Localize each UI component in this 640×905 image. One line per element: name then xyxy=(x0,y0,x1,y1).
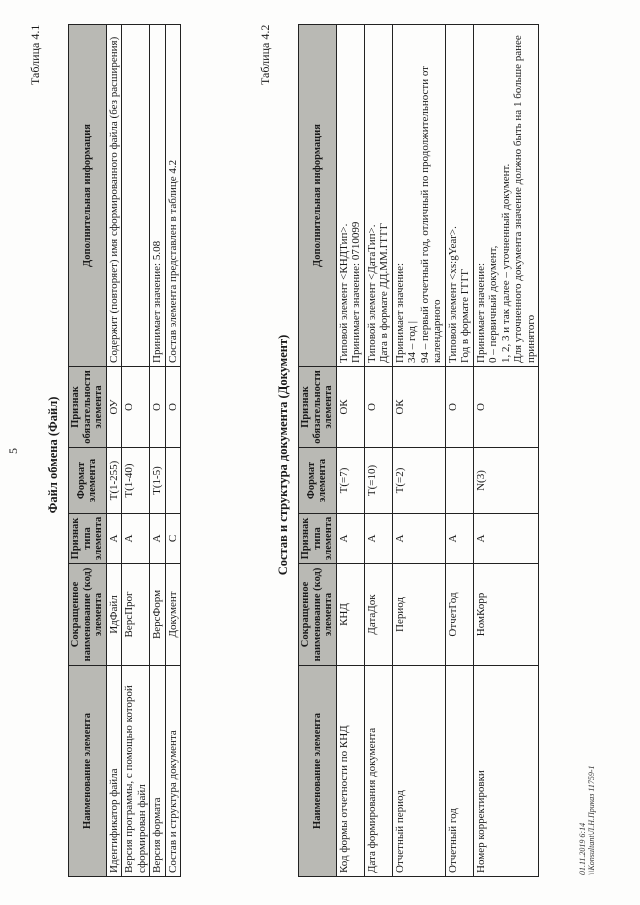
header-element-code: Сокращенное наименование (код) элемента xyxy=(299,564,337,666)
header-additional-info: Дополнительная информация xyxy=(69,25,107,367)
cell-element-name: Идентификатор файла xyxy=(106,666,122,877)
cell-element-required: О xyxy=(122,367,150,448)
info-line: Дата в формате ДД.ММ.ГГГГ xyxy=(378,222,390,363)
header-element-format: Формат элемента xyxy=(299,448,337,514)
cell-element-type: А xyxy=(106,514,122,564)
cell-element-name: Состав и структура документа xyxy=(165,666,181,877)
cell-element-name: Отчетный период xyxy=(392,666,445,877)
cell-element-code: ВерсФорм xyxy=(150,564,166,666)
cell-element-format xyxy=(445,448,473,514)
footer-note-line: \\Konsultant\Л.Н.Приказ 11759-1 xyxy=(587,765,596,875)
table-4-2-title: Состав и структура документа (Документ) xyxy=(276,334,290,576)
info-line: Принимает значение: 0710099 xyxy=(350,221,362,363)
header-element-type: Признак типа элемента xyxy=(299,514,337,564)
header-element-code: Сокращенное наименование (код) элемента xyxy=(69,564,107,666)
cell-element-type: А xyxy=(364,514,392,564)
cell-element-format: Т(=7) xyxy=(336,448,364,514)
info-line: Принимает значение: xyxy=(474,262,487,363)
table-4-1-title: Файл обмена (Файл) xyxy=(46,396,60,514)
cell-element-type: А xyxy=(473,514,539,564)
cell-additional-info xyxy=(392,25,445,367)
table-row xyxy=(122,25,150,877)
info-line: Принимает значение: xyxy=(393,262,406,363)
document-structure-table xyxy=(298,24,539,877)
header-element-required: Признак обязательности элемента xyxy=(69,367,107,448)
cell-element-type: С xyxy=(165,514,181,564)
cell-element-type: А xyxy=(336,514,364,564)
cell-element-type: А xyxy=(150,514,166,564)
cell-additional-info xyxy=(445,25,473,367)
header-element-type: Признак типа элемента xyxy=(69,514,107,564)
table-row xyxy=(106,25,122,877)
cell-additional-info xyxy=(364,25,392,367)
table-row xyxy=(364,25,392,877)
cell-element-required: ОУ xyxy=(106,367,122,448)
footer-note xyxy=(578,766,596,876)
page-number: 5 xyxy=(6,448,20,454)
header-additional-info: Дополнительная информация xyxy=(299,25,337,367)
cell-element-name: Отчетный год xyxy=(445,666,473,877)
cell-element-format: Т(1-5) xyxy=(150,448,166,514)
cell-element-format: Т(1-255) xyxy=(106,448,122,514)
cell-element-name: Версия программы, с помощью которой сформирован файл xyxy=(122,666,150,877)
info-line: Типовой элемент <ДатаТип>. xyxy=(365,224,378,363)
cell-element-required: О xyxy=(473,367,539,448)
cell-element-required: ОК xyxy=(336,367,364,448)
cell-element-code: ИдФайл xyxy=(106,564,122,666)
cell-additional-info: Принимает значение: 5.08 xyxy=(150,25,166,367)
table-4-2-caption: Таблица 4.2 xyxy=(258,24,272,85)
cell-element-name: Номер корректировки xyxy=(473,666,539,877)
cell-element-format: N(3) xyxy=(473,448,539,514)
table-row xyxy=(150,25,166,877)
cell-element-code: НомКорр xyxy=(473,564,539,666)
cell-element-type: А xyxy=(122,514,150,564)
cell-additional-info: Состав элемента представлен в таблице 4.2 xyxy=(165,25,181,367)
cell-element-required: О xyxy=(165,367,181,448)
table-row xyxy=(165,25,181,877)
info-line: 0 – первичный документ, xyxy=(487,245,499,363)
table-row xyxy=(445,25,473,877)
cell-element-type: А xyxy=(392,514,445,564)
cell-element-code: Период xyxy=(392,564,445,666)
info-line: 34 – год | xyxy=(406,321,418,363)
info-line: 94 – первый отчетный год, отличный по продолжительности от календарного xyxy=(418,66,443,363)
table-header-row xyxy=(299,25,337,877)
table-row xyxy=(336,25,364,877)
info-line: Для уточненного документа значение должно быть на 1 больше ранее принятого xyxy=(512,35,537,363)
cell-element-name: Дата формирования документа xyxy=(364,666,392,877)
cell-element-code: КНД xyxy=(336,564,364,666)
cell-element-required: О xyxy=(364,367,392,448)
header-element-required: Признак обязательности элемента xyxy=(299,367,337,448)
table-4-1-caption: Таблица 4.1 xyxy=(28,24,42,85)
footer-note-line: 01.11.2019 6:14 xyxy=(578,822,587,875)
info-line: 1, 2, 3 и так далее – уточненный документ. xyxy=(499,163,512,363)
header-element-format: Формат элемента xyxy=(69,448,107,514)
info-line: Год в формате ГГГГ xyxy=(459,268,471,363)
cell-element-required: ОК xyxy=(392,367,445,448)
cell-additional-info xyxy=(473,25,539,367)
file-exchange-table xyxy=(68,24,181,877)
header-element-name: Наименование элемента xyxy=(299,666,337,877)
table-row xyxy=(392,25,445,877)
table-header-row xyxy=(69,25,107,877)
cell-element-format xyxy=(165,448,181,514)
cell-element-format: Т(=10) xyxy=(364,448,392,514)
cell-additional-info: Содержит (повторяет) имя сформированного файла (без расширения) xyxy=(106,25,122,367)
header-element-name: Наименование элемента xyxy=(69,666,107,877)
cell-element-format: Т(1-40) xyxy=(122,448,150,514)
info-line: Типовой элемент <xs:gYear>. xyxy=(446,226,459,363)
cell-additional-info xyxy=(122,25,150,367)
table-row xyxy=(473,25,539,877)
cell-additional-info xyxy=(336,25,364,367)
cell-element-required: О xyxy=(150,367,166,448)
info-line: Типовой элемент <КНДТип>. xyxy=(337,223,350,363)
cell-element-required: О xyxy=(445,367,473,448)
cell-element-format: Т(=2) xyxy=(392,448,445,514)
cell-element-code: Документ xyxy=(165,564,181,666)
cell-element-name: Код формы отчетности по КНД xyxy=(336,666,364,877)
cell-element-code: ДатаДок xyxy=(364,564,392,666)
cell-element-code: ОтчетГод xyxy=(445,564,473,666)
cell-element-name: Версия формата xyxy=(150,666,166,877)
cell-element-code: ВерсПрог xyxy=(122,564,150,666)
cell-element-type: А xyxy=(445,514,473,564)
